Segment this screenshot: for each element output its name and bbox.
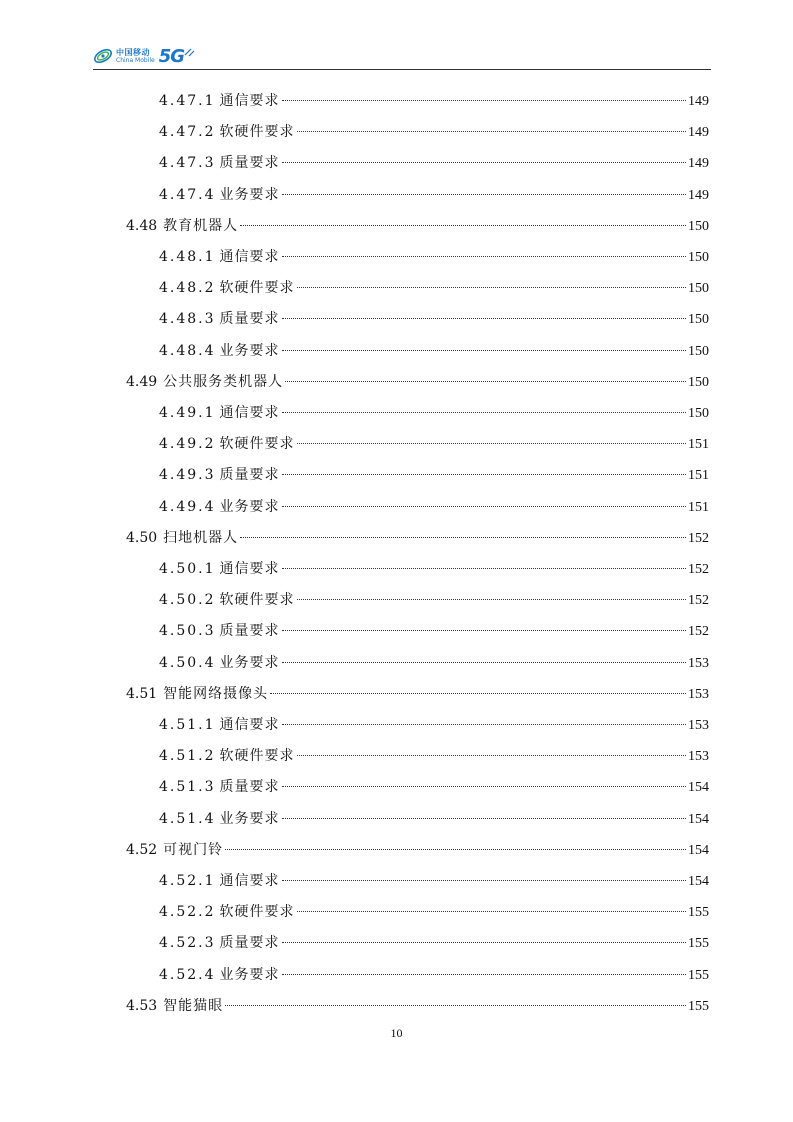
toc-entry-page: 155 — [688, 905, 709, 921]
toc-entry-page: 153 — [688, 749, 709, 765]
toc-entry-page: 155 — [688, 936, 709, 952]
toc-entry-title: 通信要求 — [219, 873, 280, 889]
toc-entry[interactable] — [159, 554, 709, 585]
toc-entry-title: 软硬件要求 — [219, 904, 295, 921]
toc-dot-leader — [240, 225, 686, 226]
toc-entry-page: 153 — [688, 686, 709, 702]
toc-entry-page: 155 — [688, 998, 709, 1014]
toc-entry[interactable] — [126, 835, 709, 866]
toc-entry[interactable] — [159, 928, 709, 959]
toc-dot-leader — [282, 474, 686, 475]
toc-entry-number: 4.52.3 — [159, 935, 216, 952]
toc-entry-title: 可视门铃 — [163, 841, 224, 858]
page-number: 10 — [390, 1026, 403, 1040]
toc-entry-number: 4.51.4 — [159, 810, 216, 827]
toc-dot-leader — [282, 318, 686, 319]
brand-name-cn: 中国移动 — [116, 47, 150, 57]
toc-dot-leader — [282, 942, 686, 943]
toc-entry-number: 4.50.3 — [159, 623, 216, 640]
toc-entry-title: 通信要求 — [219, 93, 280, 109]
toc-dot-leader — [282, 412, 686, 413]
toc-entry-number: 4.47.3 — [159, 155, 216, 172]
toc-entry-number: 4.49.4 — [159, 498, 216, 515]
toc-dot-leader — [282, 974, 686, 975]
toc-dot-leader — [270, 693, 686, 694]
toc-entry[interactable] — [126, 523, 709, 554]
toc-entry-page: 151 — [688, 499, 709, 515]
toc-entry[interactable] — [159, 897, 709, 928]
toc-entry-page: 150 — [688, 218, 709, 234]
toc-entry-page: 154 — [688, 874, 709, 889]
toc-entry-title: 软硬件要求 — [219, 592, 295, 609]
toc-entry-page: 152 — [688, 593, 709, 609]
page-header — [93, 44, 711, 70]
toc-entry[interactable] — [159, 585, 709, 616]
toc-entry-number: 4.53 — [126, 997, 158, 1014]
toc-entry-page: 154 — [688, 780, 709, 796]
toc-entry-page: 152 — [688, 624, 709, 640]
toc-dot-leader — [297, 755, 686, 756]
toc-entry-title: 公共服务类机器人 — [163, 373, 284, 390]
toc-entry[interactable] — [159, 960, 709, 991]
toc-entry[interactable] — [159, 273, 709, 304]
toc-entry-page: 151 — [688, 437, 709, 453]
toc-dot-leader — [282, 662, 686, 663]
toc-entry[interactable] — [159, 804, 709, 835]
toc-dot-leader — [285, 381, 686, 382]
china-mobile-logo — [93, 44, 196, 68]
toc-entry-page: 150 — [688, 406, 709, 421]
toc-dot-leader — [225, 1005, 686, 1006]
toc-entry[interactable] — [159, 180, 709, 211]
toc-entry-page: 155 — [688, 967, 709, 983]
brand-5g: 5G — [158, 45, 185, 67]
toc-entry[interactable] — [126, 367, 709, 398]
toc-dot-leader — [297, 287, 686, 288]
toc-entry-page: 154 — [688, 842, 709, 858]
toc-entry-page: 153 — [688, 718, 709, 733]
brand-name-en: China Mobile — [116, 56, 155, 64]
toc-dot-leader — [282, 568, 686, 569]
toc-entry-title: 质量要求 — [219, 935, 280, 952]
toc-entry-number: 4.50 — [126, 529, 158, 546]
toc-entry[interactable] — [159, 117, 709, 148]
toc-entry[interactable] — [159, 772, 709, 803]
toc-dot-leader — [282, 350, 686, 351]
toc-dot-leader — [297, 911, 686, 912]
toc-entry-title: 软硬件要求 — [219, 124, 295, 141]
toc-entry-title: 质量要求 — [219, 623, 280, 640]
toc-entry[interactable] — [159, 648, 709, 679]
toc-entry[interactable] — [126, 211, 709, 242]
toc-entry-page: 152 — [688, 562, 709, 577]
toc-entry-number: 4.49.1 — [159, 405, 216, 421]
toc-entry-page: 150 — [688, 374, 709, 390]
toc-entry-number: 4.51.1 — [159, 717, 216, 733]
toc-entry-title: 业务要求 — [219, 654, 280, 671]
toc-entry[interactable] — [159, 866, 709, 897]
toc-entry[interactable] — [126, 679, 709, 710]
toc-entry-title: 智能猫眼 — [163, 997, 224, 1014]
toc-entry-title: 质量要求 — [219, 779, 280, 796]
toc-entry-number: 4.51 — [126, 685, 158, 702]
toc-entry-page: 150 — [688, 250, 709, 265]
toc-dot-leader — [282, 786, 686, 787]
toc-entry-title: 软硬件要求 — [219, 280, 295, 297]
toc-entry-number: 4.49.2 — [159, 436, 216, 453]
toc-dot-leader — [297, 443, 686, 444]
toc-dot-leader — [282, 818, 686, 819]
toc-dot-leader — [297, 131, 686, 132]
toc-entry-page: 154 — [688, 811, 709, 827]
toc-dot-leader — [282, 506, 686, 507]
toc-entry[interactable] — [126, 991, 709, 1022]
toc-entry-title: 扫地机器人 — [163, 529, 239, 546]
toc-entry-number: 4.47.4 — [159, 186, 216, 203]
toc-entry-title: 通信要求 — [219, 717, 280, 733]
toc-entry-page: 149 — [688, 94, 709, 109]
toc-entry[interactable] — [159, 242, 709, 273]
toc-entry-number: 4.50.4 — [159, 654, 216, 671]
toc-entry-number: 4.52 — [126, 841, 158, 858]
toc-entry[interactable] — [159, 492, 709, 523]
toc-entry-title: 通信要求 — [219, 561, 280, 577]
toc-dot-leader — [240, 537, 686, 538]
toc-entry-title: 业务要求 — [219, 810, 280, 827]
toc-dot-leader — [297, 599, 686, 600]
china-mobile-swirl-icon — [93, 46, 113, 66]
toc-dot-leader — [282, 162, 686, 163]
toc-entry-number: 4.51.3 — [159, 779, 216, 796]
toc-entry-page: 149 — [688, 187, 709, 203]
toc-entry-title: 质量要求 — [219, 311, 280, 328]
toc-entry[interactable] — [159, 616, 709, 647]
toc-entry-number: 4.48.2 — [159, 280, 216, 297]
toc-entry-page: 151 — [688, 468, 709, 484]
toc-entry-number: 4.52.1 — [159, 873, 216, 889]
toc-entry-title: 通信要求 — [219, 249, 280, 265]
toc-entry-title: 业务要求 — [219, 966, 280, 983]
toc-entry[interactable] — [159, 336, 709, 367]
toc-entry-page: 149 — [688, 125, 709, 141]
toc-entry-number: 4.48.1 — [159, 249, 216, 265]
toc-entry[interactable] — [159, 741, 709, 772]
toc-entry[interactable] — [159, 398, 709, 429]
toc-entry-title: 业务要求 — [219, 342, 280, 359]
toc-entry[interactable] — [159, 460, 709, 491]
toc-entry[interactable] — [159, 148, 709, 179]
toc-dot-leader — [282, 194, 686, 195]
toc-entry-title: 软硬件要求 — [219, 748, 295, 765]
toc-entry[interactable] — [159, 429, 709, 460]
toc-entry-title: 通信要求 — [219, 405, 280, 421]
toc-entry[interactable] — [159, 86, 709, 117]
toc-entry-title: 质量要求 — [219, 155, 280, 172]
toc-entry-page: 150 — [688, 312, 709, 328]
toc-dot-leader — [282, 880, 686, 881]
5g-plus-icon — [184, 47, 196, 57]
toc-entry-number: 4.50.1 — [159, 561, 216, 577]
toc-entry-title: 智能网络摄像头 — [163, 685, 269, 702]
toc-entry-title: 业务要求 — [219, 498, 280, 515]
toc-entry[interactable] — [159, 304, 709, 335]
toc-entry-title: 业务要求 — [219, 186, 280, 203]
toc-entry-number: 4.49.3 — [159, 467, 216, 484]
toc-entry-title: 质量要求 — [219, 467, 280, 484]
toc-entry-page: 153 — [688, 655, 709, 671]
toc-entry-page: 152 — [688, 530, 709, 546]
toc-entry-number: 4.47.1 — [159, 93, 216, 109]
toc-entry-number: 4.52.2 — [159, 904, 216, 921]
toc-entry-number: 4.47.2 — [159, 124, 216, 141]
toc-entry-number: 4.52.4 — [159, 966, 216, 983]
toc-dot-leader — [282, 724, 686, 725]
toc-dot-leader — [225, 849, 686, 850]
toc-entry-page: 150 — [688, 343, 709, 359]
toc-dot-leader — [282, 256, 686, 257]
toc-entry-number: 4.49 — [126, 373, 158, 390]
toc-entry-number: 4.50.2 — [159, 592, 216, 609]
toc-dot-leader — [282, 630, 686, 631]
toc-entry-number: 4.48 — [126, 217, 158, 234]
toc-entry-number: 4.48.3 — [159, 311, 216, 328]
toc-entry-page: 150 — [688, 281, 709, 297]
toc-entry-title: 软硬件要求 — [219, 436, 295, 453]
toc-entry-number: 4.48.4 — [159, 342, 216, 359]
toc-entry-number: 4.51.2 — [159, 748, 216, 765]
toc-entry-title: 教育机器人 — [163, 217, 239, 234]
toc-entry[interactable] — [159, 710, 709, 741]
toc-dot-leader — [282, 100, 686, 101]
toc-entry-page: 149 — [688, 156, 709, 172]
